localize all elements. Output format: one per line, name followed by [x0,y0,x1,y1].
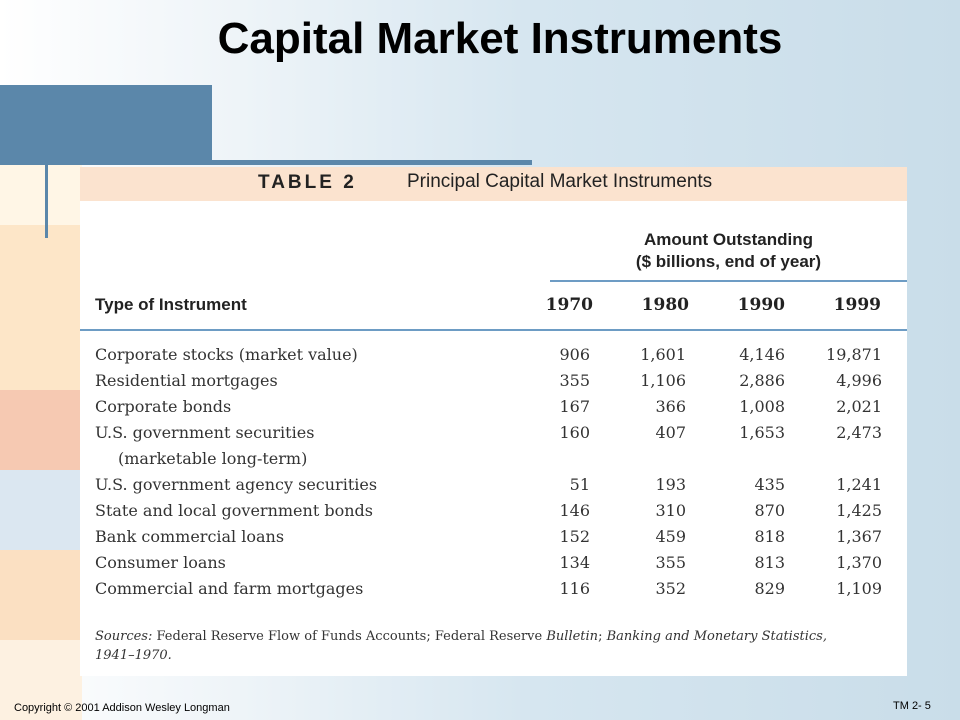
table-row [80,423,907,449]
slide-title: Capital Market Instruments [217,14,783,63]
sources-years: 1941–1970. [95,648,172,663]
year-header-1980: 1980 [641,295,689,315]
row-label: U.S. government agency securities [95,475,378,494]
cell-1970: 134 [559,553,590,572]
year-header-1990: 1990 [737,295,785,315]
table-row [80,345,907,371]
cell-1999: 2,473 [836,423,882,442]
header-bottom-rule [80,329,907,331]
cell-1990: 1,008 [739,397,785,416]
cell-1980: 1,106 [640,371,686,390]
cell-1999: 1,370 [836,553,882,572]
cell-1980: 310 [655,501,686,520]
decorative-blue-block [0,85,212,163]
table-row [80,371,907,397]
table-number: TABLE 2 [258,172,357,193]
sources-lead: Sources: [95,629,153,644]
cell-1980: 366 [655,397,686,416]
cell-1990: 813 [754,553,785,572]
decorative-blue-line [0,160,532,165]
cell-1990: 2,886 [739,371,785,390]
row-label: (marketable long-term) [118,449,308,468]
cell-1980: 459 [655,527,686,546]
copyright-notice: Copyright © 2001 Addison Wesley Longman [14,702,230,714]
cell-1970: 160 [559,423,590,442]
cell-1980: 407 [655,423,686,442]
cell-1970: 116 [559,579,590,598]
cell-1990: 1,653 [739,423,785,442]
cell-1980: 355 [655,553,686,572]
table-row [80,579,907,605]
cell-1999: 19,871 [826,345,882,364]
table-caption: Principal Capital Market Instruments [407,171,713,192]
cell-1970: 167 [559,397,590,416]
cell-1970: 51 [569,475,590,494]
decorative-vertical-line [45,163,48,238]
row-label: U.S. government securities [95,423,315,442]
sources-bulletin: Bulletin [546,629,599,644]
row-label: Commercial and farm mortgages [95,579,364,598]
table-sources-note [95,627,895,665]
left-decorative-stripes [0,165,82,720]
cell-1970: 146 [559,501,590,520]
table-row [80,527,907,553]
table-panel [80,167,907,676]
cell-1990: 870 [754,501,785,520]
cell-1990: 4,146 [739,345,785,364]
slide-number: TM 2- 5 [893,700,931,712]
amount-outstanding-header [550,229,907,273]
table-row [80,449,907,475]
amount-header-line2: ($ billions, end of year) [635,252,822,271]
row-label: Consumer loans [95,553,226,572]
row-label: Bank commercial loans [95,527,285,546]
cell-1999: 1,367 [836,527,882,546]
cell-1980: 1,601 [640,345,686,364]
cell-1970: 906 [559,345,590,364]
sources-text: Federal Reserve Flow of Funds Accounts; Federal Reserve [152,629,547,644]
row-label: Corporate stocks (market value) [95,345,358,364]
cell-1999: 4,996 [836,371,882,390]
table-row [80,475,907,501]
sources-stats: Banking and Monetary Statistics, [606,629,827,644]
cell-1970: 152 [559,527,590,546]
type-column-header: Type of Instrument [95,295,247,314]
cell-1999: 1,241 [836,475,882,494]
cell-1970: 355 [559,371,590,390]
row-label: Corporate bonds [95,397,232,416]
cell-1990: 829 [754,579,785,598]
cell-1990: 818 [754,527,785,546]
cell-1999: 1,425 [836,501,882,520]
amount-header-line1: Amount Outstanding [643,230,814,249]
row-label: State and local government bonds [95,501,373,520]
year-group-rule [550,280,907,282]
cell-1980: 352 [655,579,686,598]
row-label: Residential mortgages [95,371,278,390]
table-row [80,553,907,579]
sources-separator: ; [598,629,607,644]
table-row [80,397,907,423]
cell-1990: 435 [754,475,785,494]
table-row [80,501,907,527]
cell-1999: 2,021 [836,397,882,416]
cell-1980: 193 [655,475,686,494]
table-header-band [80,167,907,201]
cell-1999: 1,109 [836,579,882,598]
year-header-1999: 1999 [833,295,881,315]
year-header-1970: 1970 [545,295,593,315]
